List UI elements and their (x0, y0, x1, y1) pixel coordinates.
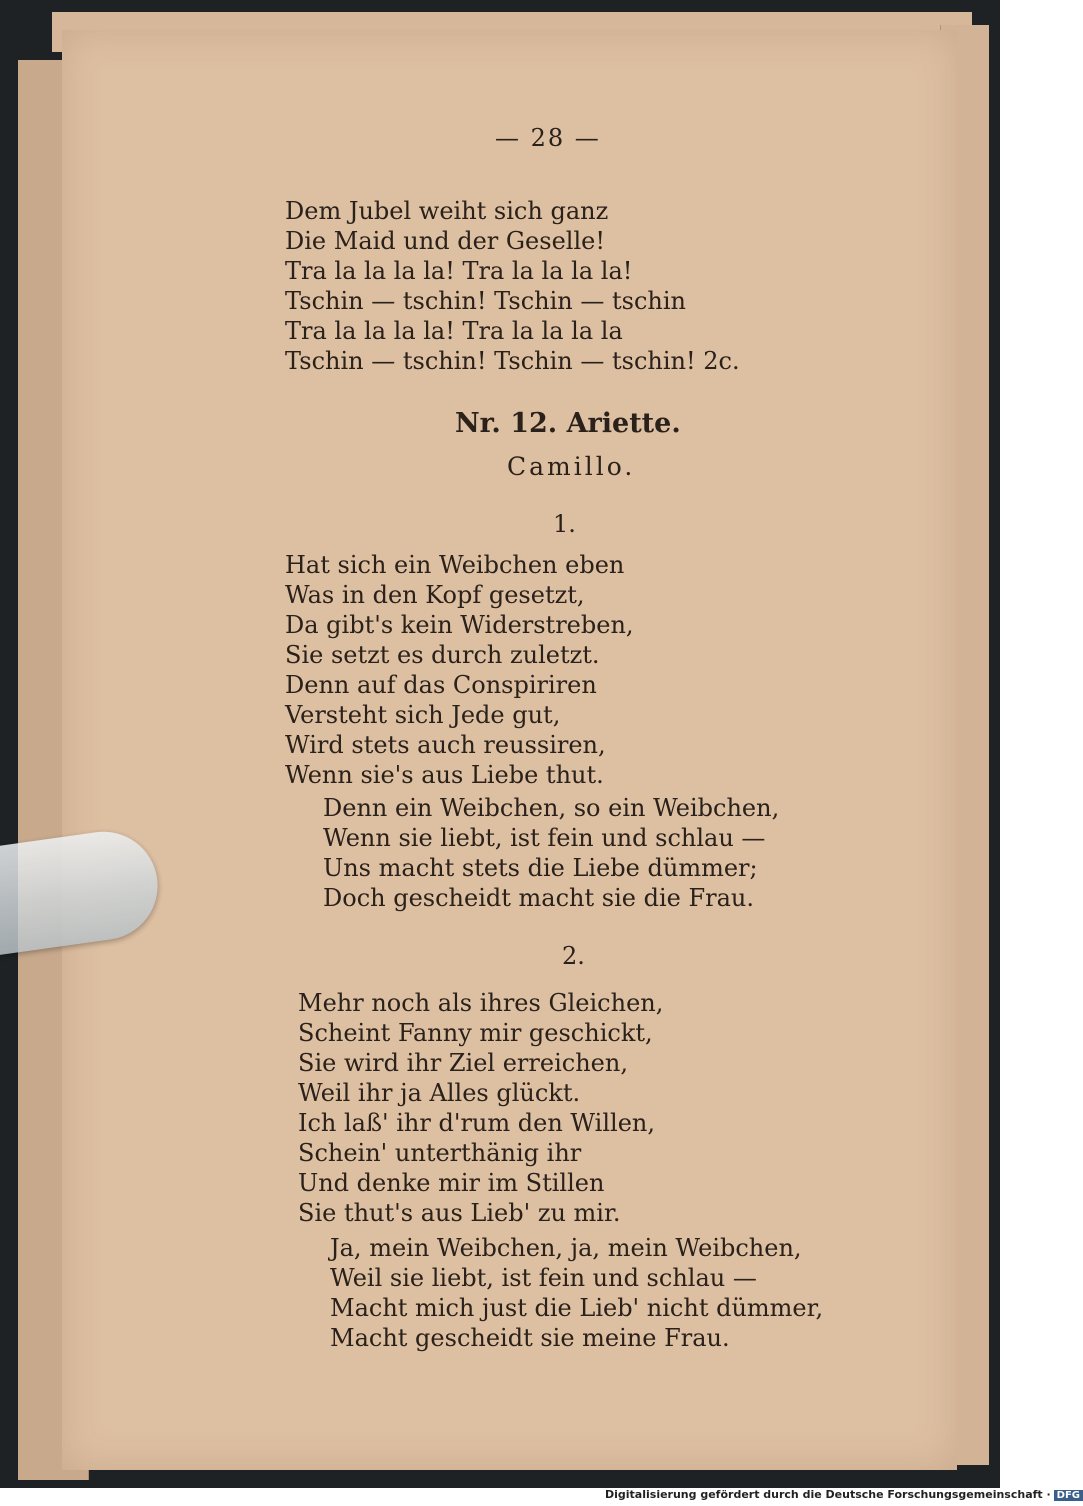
refrain-line: Doch gescheidt macht sie die Frau. (323, 884, 754, 912)
verse-line: Was in den Kopf gesetzt, (285, 581, 585, 609)
character-name: Camillo. (507, 452, 636, 481)
verse-line: Tschin — tschin! Tschin — tschin! 2c. (285, 347, 740, 375)
refrain-line: Macht mich just die Lieb' nicht dümmer, (330, 1294, 824, 1322)
verse-line: Und denke mir im Stillen (298, 1169, 605, 1197)
refrain-line: Uns macht stets die Liebe dümmer; (323, 854, 758, 882)
verse-line: Denn auf das Conspiriren (285, 671, 597, 699)
verse-line: Da gibt's kein Widerstreben, (285, 611, 634, 639)
verse-line: Hat sich ein Weibchen eben (285, 551, 625, 579)
verse-line: Wird stets auch reussiren, (285, 731, 606, 759)
refrain-line: Wenn sie liebt, ist fein und schlau — (323, 824, 766, 852)
stanza-number: 1. (553, 510, 576, 538)
refrain-line: Ja, mein Weibchen, ja, mein Weibchen, (330, 1234, 802, 1262)
verse-line: Versteht sich Jede gut, (285, 701, 561, 729)
dfg-logo: DFG (1054, 1490, 1083, 1501)
verse-line: Sie thut's aus Lieb' zu mir. (298, 1199, 621, 1227)
refrain-line: Denn ein Weibchen, so ein Weibchen, (323, 794, 780, 822)
verse-line: Sie setzt es durch zuletzt. (285, 641, 600, 669)
verse-line: Wenn sie's aus Liebe thut. (285, 761, 604, 789)
verse-line: Scheint Fanny mir geschickt, (298, 1019, 653, 1047)
verse-line: Schein' unterthänig ihr (298, 1139, 582, 1167)
verse-line: Tschin — tschin! Tschin — tschin (285, 287, 686, 315)
verse-line: Tra la la la la! Tra la la la la! (285, 257, 633, 285)
stanza-number: 2. (562, 942, 585, 970)
verse-line: Ich laß' ihr d'rum den Willen, (298, 1109, 655, 1137)
verse-line: Sie wird ihr Ziel erreichen, (298, 1049, 628, 1077)
digitization-credit (605, 1488, 1083, 1501)
refrain-line: Macht gescheidt sie meine Frau. (330, 1324, 730, 1352)
verse-line: Tra la la la la! Tra la la la la (285, 317, 623, 345)
verse-line: Dem Jubel weiht sich ganz (285, 197, 609, 225)
verse-line: Die Maid und der Geselle! (285, 227, 605, 255)
section-heading: Nr. 12. Ariette. (455, 408, 681, 439)
page-number: — 28 — (495, 124, 601, 152)
verse-line: Weil ihr ja Alles glückt. (298, 1079, 581, 1107)
verse-line: Mehr noch als ihres Gleichen, (298, 989, 664, 1017)
refrain-line: Weil sie liebt, ist fein und schlau — (330, 1264, 757, 1292)
credit-text: Digitalisierung gefördert durch die Deutsche Forschungsgemeinschaft · (605, 1488, 1051, 1501)
